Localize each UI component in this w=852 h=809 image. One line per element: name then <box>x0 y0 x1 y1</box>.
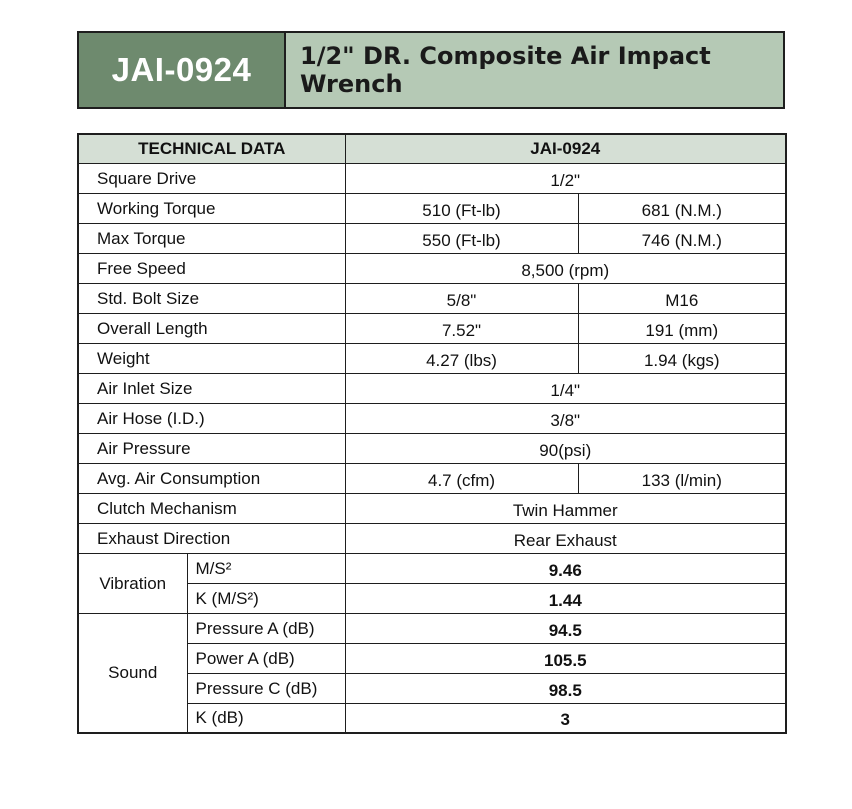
table-row <box>78 253 786 283</box>
table-row <box>78 283 786 313</box>
model-number: JAI-0924 <box>79 33 286 107</box>
row-value: 105.5 <box>345 643 786 673</box>
row-label: Working Torque <box>78 193 345 223</box>
table-row <box>78 493 786 523</box>
row-value: 3/8" <box>345 403 786 433</box>
table-row <box>78 373 786 403</box>
table-row <box>78 193 786 223</box>
row-sublabel: M/S² <box>187 553 345 583</box>
row-label: Square Drive <box>78 163 345 193</box>
row-label: Exhaust Direction <box>78 523 345 553</box>
row-value-imperial: 4.7 (cfm) <box>345 463 578 493</box>
row-sublabel: K (M/S²) <box>187 583 345 613</box>
table-row <box>78 163 786 193</box>
table-row <box>78 463 786 493</box>
table-header-row <box>78 134 786 163</box>
row-label: Overall Length <box>78 313 345 343</box>
row-value: 1/4" <box>345 373 786 403</box>
row-sublabel: K (dB) <box>187 703 345 733</box>
row-value: 98.5 <box>345 673 786 703</box>
row-label: Clutch Mechanism <box>78 493 345 523</box>
row-value: 8,500 (rpm) <box>345 253 786 283</box>
row-value: 1.44 <box>345 583 786 613</box>
row-sublabel: Pressure A (dB) <box>187 613 345 643</box>
row-value-metric: 1.94 (kgs) <box>578 343 786 373</box>
row-value-metric: M16 <box>578 283 786 313</box>
row-value-imperial: 510 (Ft-lb) <box>345 193 578 223</box>
sound-group-label: Sound <box>78 613 187 733</box>
row-label: Free Speed <box>78 253 345 283</box>
row-value: 1/2" <box>345 163 786 193</box>
row-value-metric: 133 (l/min) <box>578 463 786 493</box>
row-value-metric: 681 (N.M.) <box>578 193 786 223</box>
row-value-metric: 746 (N.M.) <box>578 223 786 253</box>
product-title: 1/2" DR. Composite Air Impact Wrench <box>286 33 783 107</box>
table-row <box>78 433 786 463</box>
column-header-technical-data: TECHNICAL DATA <box>78 134 345 163</box>
table-row <box>78 313 786 343</box>
row-label: Std. Bolt Size <box>78 283 345 313</box>
row-label: Air Pressure <box>78 433 345 463</box>
row-label: Air Inlet Size <box>78 373 345 403</box>
row-value: Rear Exhaust <box>345 523 786 553</box>
row-value-imperial: 550 (Ft-lb) <box>345 223 578 253</box>
row-value: Twin Hammer <box>345 493 786 523</box>
table-row <box>78 223 786 253</box>
row-label: Avg. Air Consumption <box>78 463 345 493</box>
row-sublabel: Pressure C (dB) <box>187 673 345 703</box>
table-row <box>78 343 786 373</box>
row-label: Max Torque <box>78 223 345 253</box>
row-value-metric: 191 (mm) <box>578 313 786 343</box>
table-row <box>78 553 786 583</box>
row-label: Weight <box>78 343 345 373</box>
technical-data-table <box>77 133 787 734</box>
row-value: 90(psi) <box>345 433 786 463</box>
vibration-group-label: Vibration <box>78 553 187 613</box>
row-value: 94.5 <box>345 613 786 643</box>
column-header-model: JAI-0924 <box>345 134 786 163</box>
row-value: 9.46 <box>345 553 786 583</box>
row-label: Air Hose (I.D.) <box>78 403 345 433</box>
row-value-imperial: 4.27 (lbs) <box>345 343 578 373</box>
table-row <box>78 523 786 553</box>
row-sublabel: Power A (dB) <box>187 643 345 673</box>
row-value: 3 <box>345 703 786 733</box>
table-row <box>78 403 786 433</box>
row-value-imperial: 7.52" <box>345 313 578 343</box>
table-row <box>78 613 786 643</box>
row-value-imperial: 5/8" <box>345 283 578 313</box>
product-header <box>77 31 785 109</box>
